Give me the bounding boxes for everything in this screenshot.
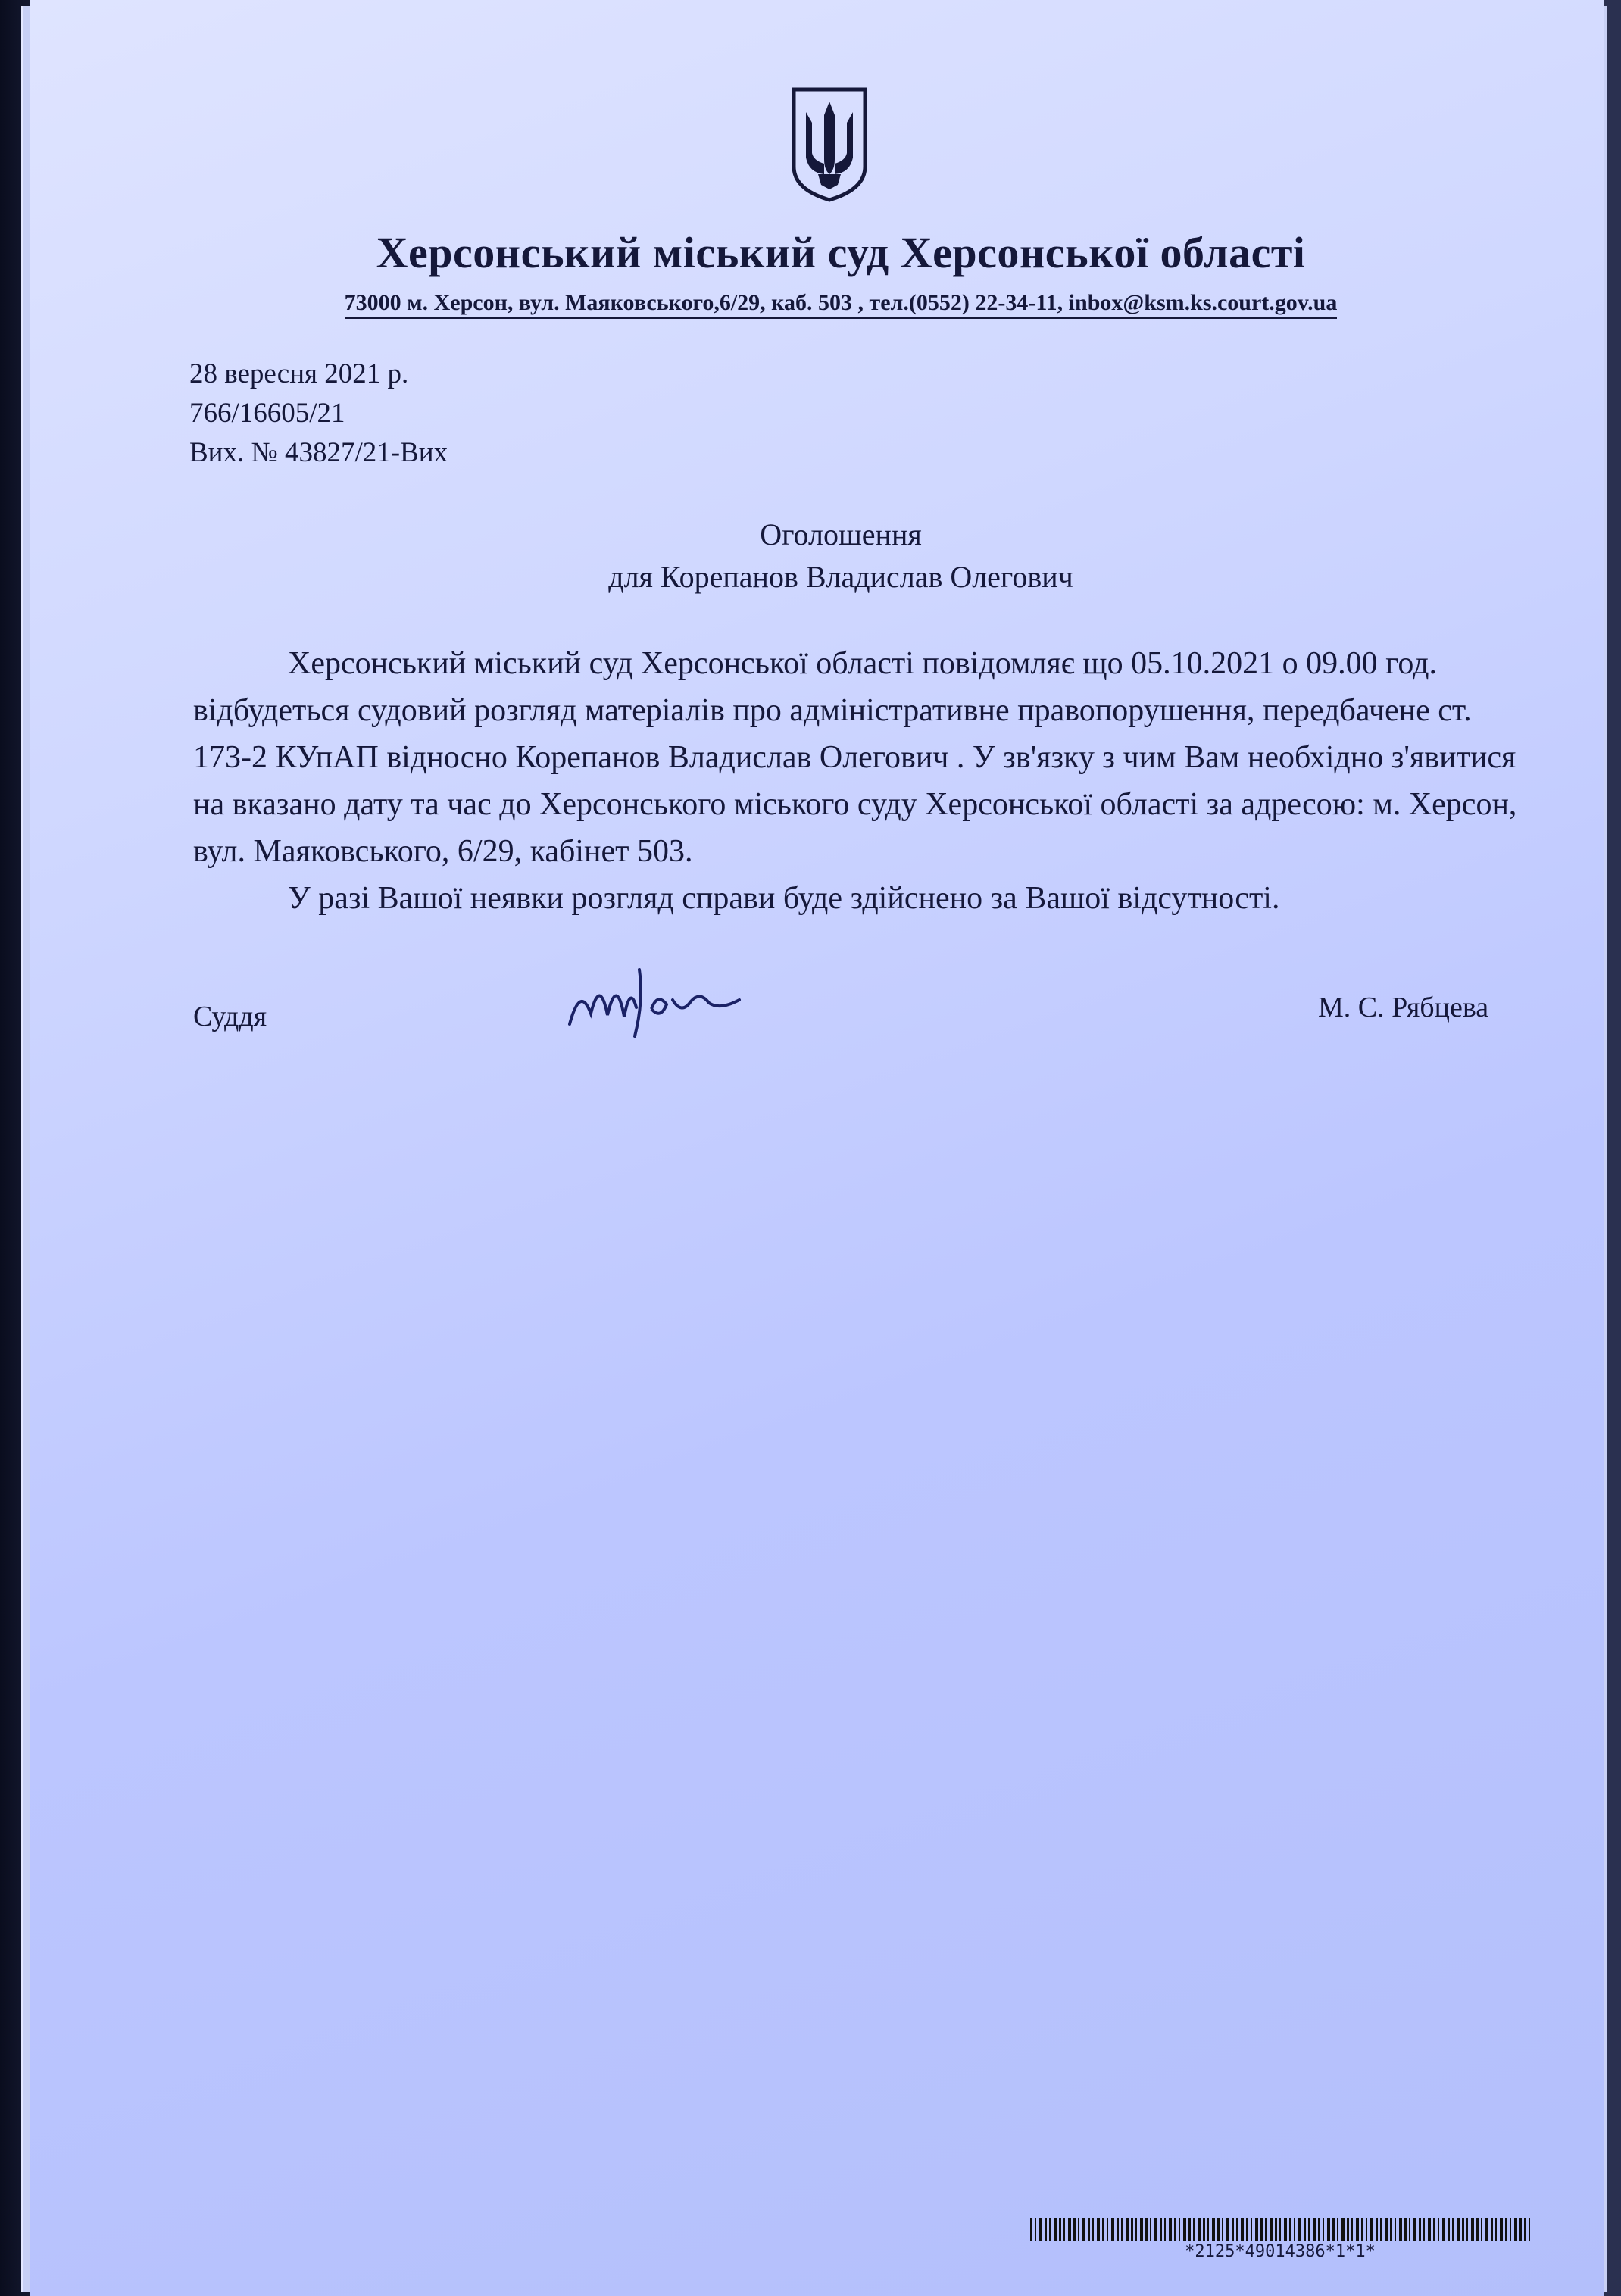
- barcode: [1030, 2218, 1530, 2241]
- document-meta: [189, 355, 448, 473]
- notice-recipient: для Корепанов Владислав Олегович: [608, 560, 1073, 594]
- document-page: [30, 0, 1604, 2296]
- signature-role: Суддя: [193, 1001, 267, 1032]
- ukraine-trident-icon: [788, 85, 871, 202]
- body-paragraph-1: Херсонський міський суд Херсонської області повідомляє що 05.10.2021 о 09.00 год. відбудеться судовий розгляд матеріалів про адміністративне правопорушення, передбачене ст. 173-2 КУпАП відносно Корепанов Владислав Олегович . У зв'язку з чим Вам необхідно з'явитися на вказано дату та час до Херсонського міського суду Херсонської області за адресою: м. Херсон, вул. Маяковського, 6/29, кабінет 503.: [193, 646, 1517, 869]
- court-address-text: 73000 м. Херсон, вул. Маяковського,6/29, каб. 503 , тел.(0552) 22-34-11, inbox@ksm.ks.court.gov.ua: [345, 290, 1338, 319]
- body-paragraph-2: У разі Вашої неявки розгляд справи буде здійснено за Вашої відсутності.: [288, 881, 1280, 916]
- court-name: Херсонський міський суд Херсонської області: [376, 228, 1306, 277]
- notice-body: [193, 640, 1519, 922]
- judge-name: М. С. Рябцева: [1318, 992, 1489, 1023]
- notice-heading: [30, 514, 1621, 598]
- handwritten-signature: [561, 954, 757, 1045]
- case-number: 766/16605/21: [189, 398, 345, 429]
- document-date: 28 вересня 2021 р.: [189, 358, 409, 389]
- notice-title: Оголошення: [760, 517, 922, 551]
- court-address: [30, 290, 1621, 316]
- barcode-text: *2125*49014386*1*1*: [1185, 2242, 1376, 2261]
- outgoing-number: Вих. № 43827/21-Вих: [189, 437, 448, 468]
